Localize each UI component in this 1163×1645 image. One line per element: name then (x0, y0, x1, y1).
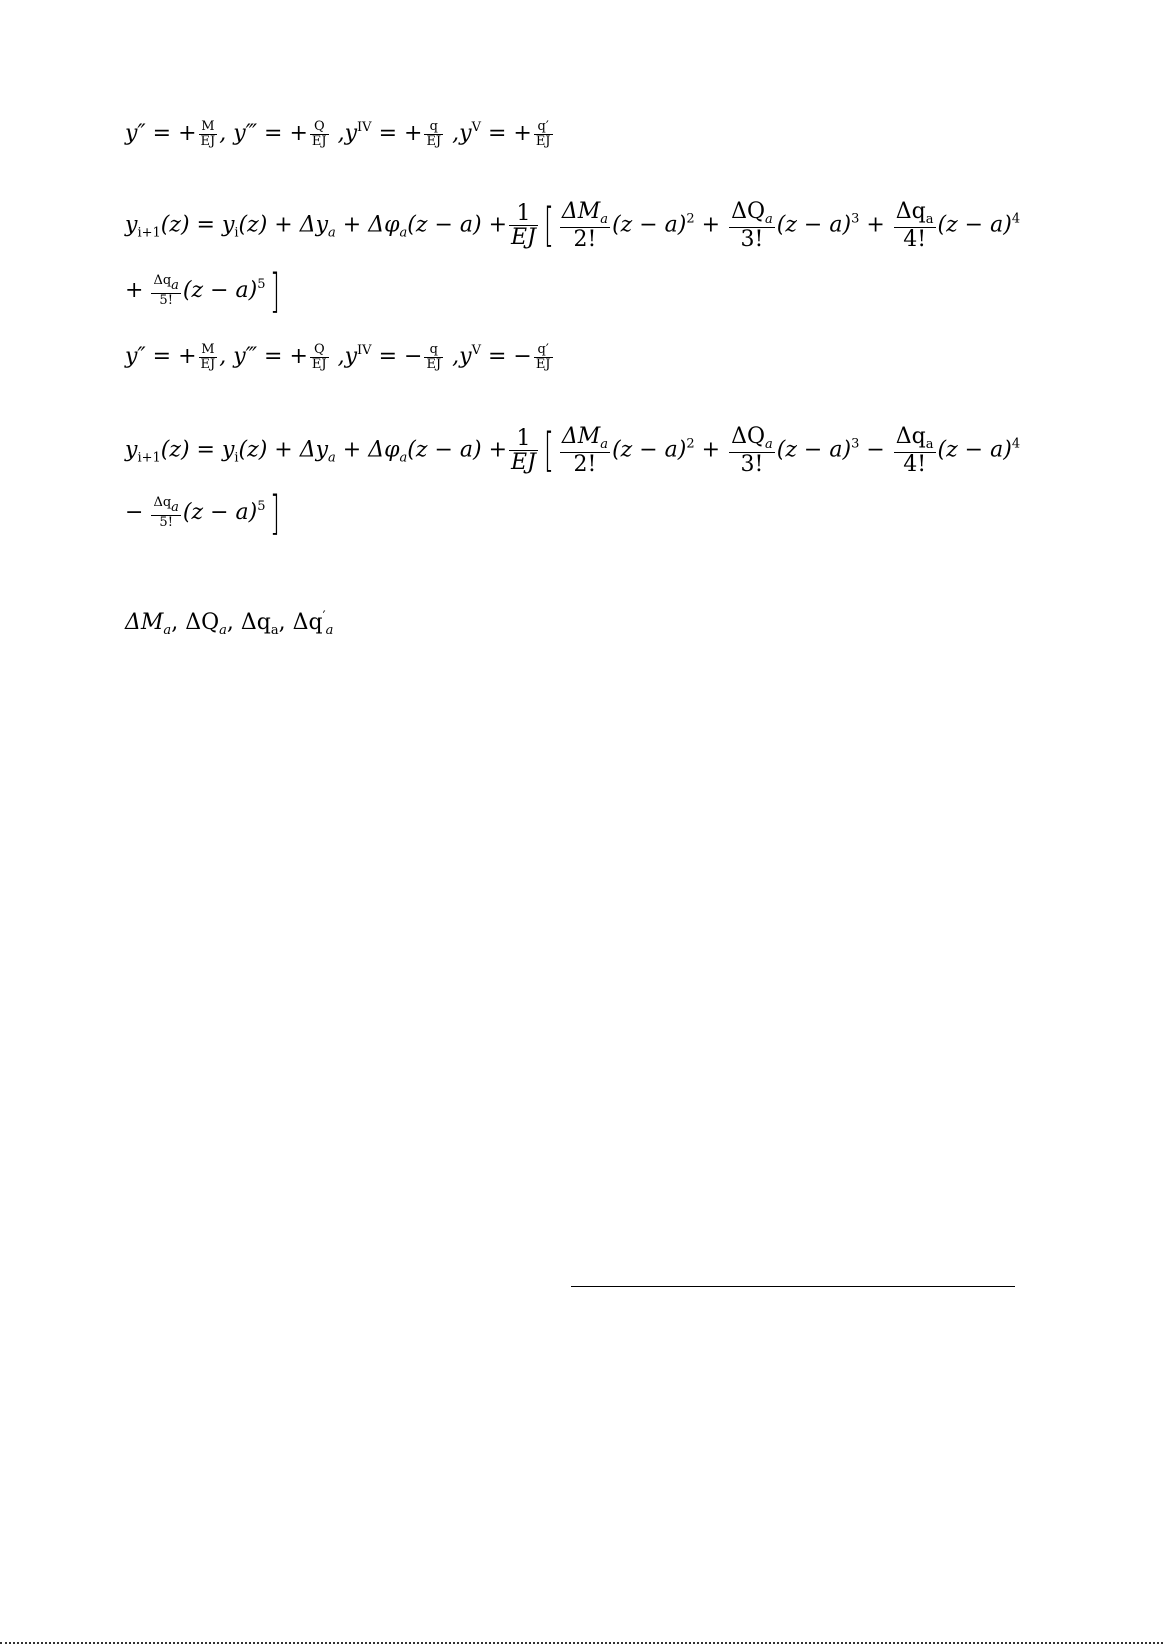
formula-jump-quantities: $\Delta M_a$, $\Delta Q_a$, $\Delta q_a$, $\Delta q'_a$ (125, 609, 334, 638)
fraction-dqprime-over-5-b: $\frac{\Delta q_a}{5!}$ (153, 495, 179, 530)
footnote-separator-line (571, 1286, 1015, 1287)
formula-deflection-negative: $y_{i+1}(z) = y_i(z) + \Delta y_a + \Delta\varphi_a(z - a)$ + $\frac{1}{EJ}$ [ $\frac{\Delta M_a}{2!}$ $(z - a)^2$ + $\frac{\Delta Q_a}{3!}$ $(z - a)^3$ − $\frac{\Delta q_a}{4!}$ $(z - a)^4$ (125, 423, 1021, 478)
fraction-dm-over-2: $\frac{\Delta M_a}{2!}$ (561, 199, 609, 252)
formula-deflection-negative-continuation: − $\frac{\Delta q_a}{5!}$ $(z - a)^5$] (125, 486, 280, 540)
page-bottom-edge (0, 1642, 1163, 1644)
right-bracket-2: ] (269, 486, 280, 540)
left-bracket-2: [ (543, 423, 554, 478)
fraction-m-over-ej: $\frac{M}{EJ}$ (200, 119, 216, 149)
fraction-dq-over-3: $\frac{\Delta Q_a}{3!}$ (731, 199, 773, 252)
fraction-dlowq-over-4-b: $\frac{\Delta q_a}{4!}$ (895, 424, 934, 477)
right-bracket: ] (269, 264, 280, 318)
fraction-qprime-over-ej-2: $\frac{q'}{EJ}$ (535, 342, 551, 372)
fraction-dm-over-2-b: $\frac{\Delta M_a}{2!}$ (561, 424, 609, 477)
fraction-lowq-over-ej-2: $\frac{q}{EJ}$ (426, 342, 442, 372)
formula-derivatives-positive: y″ = + $\frac{M}{EJ}$ , y‴ = + $\frac{Q}{EJ}$ $,y^{IV}$ = + $\frac{q}{EJ}$ $,y^V$ = + $\frac{q'}{EJ}$ (125, 119, 551, 149)
fraction-dq-over-3-b: $\frac{\Delta Q_a}{3!}$ (731, 424, 773, 477)
fraction-lowq-over-ej: $\frac{q}{EJ}$ (426, 119, 442, 149)
fraction-q-over-ej: $\frac{Q}{EJ}$ (311, 119, 327, 149)
fraction-m-over-ej-2: $\frac{M}{EJ}$ (200, 342, 216, 372)
fraction-qprime-over-ej: $\frac{q'}{EJ}$ (535, 119, 551, 149)
left-bracket: [ (543, 198, 554, 253)
fraction-q-over-ej-2: $\frac{Q}{EJ}$ (311, 342, 327, 372)
fraction-dlowq-over-4: $\frac{\Delta q_a}{4!}$ (895, 199, 934, 252)
fraction-dqprime-over-5: $\frac{\Delta q_a}{5!}$ (153, 273, 179, 308)
fraction-one-over-ej: $\frac{1}{EJ}$ (511, 200, 536, 250)
formula-deflection-positive: $y_{i+1}(z) = y_i(z) + \Delta y_a + \Delta\varphi_a(z - a)$ + $\frac{1}{EJ}$ [ $\frac{\Delta M_a}{2!}$ $(z - a)^2$ + $\frac{\Delta Q_a}{3!}$ $(z - a)^3$ + $\frac{\Delta q_a}{4!}$ $(z - a)^4$ (125, 198, 1021, 253)
formula-deflection-positive-continuation: + $\frac{\Delta q_a}{5!}$ $(z - a)^5$] (125, 264, 280, 318)
formula-derivatives-negative: y″ = + $\frac{M}{EJ}$ , y‴ = + $\frac{Q}{EJ}$ $,y^{IV}$ = − $\frac{q}{EJ}$ $,y^V$ = − $\frac{q'}{EJ}$ (125, 342, 551, 372)
fraction-one-over-ej-2: $\frac{1}{EJ}$ (511, 425, 536, 475)
